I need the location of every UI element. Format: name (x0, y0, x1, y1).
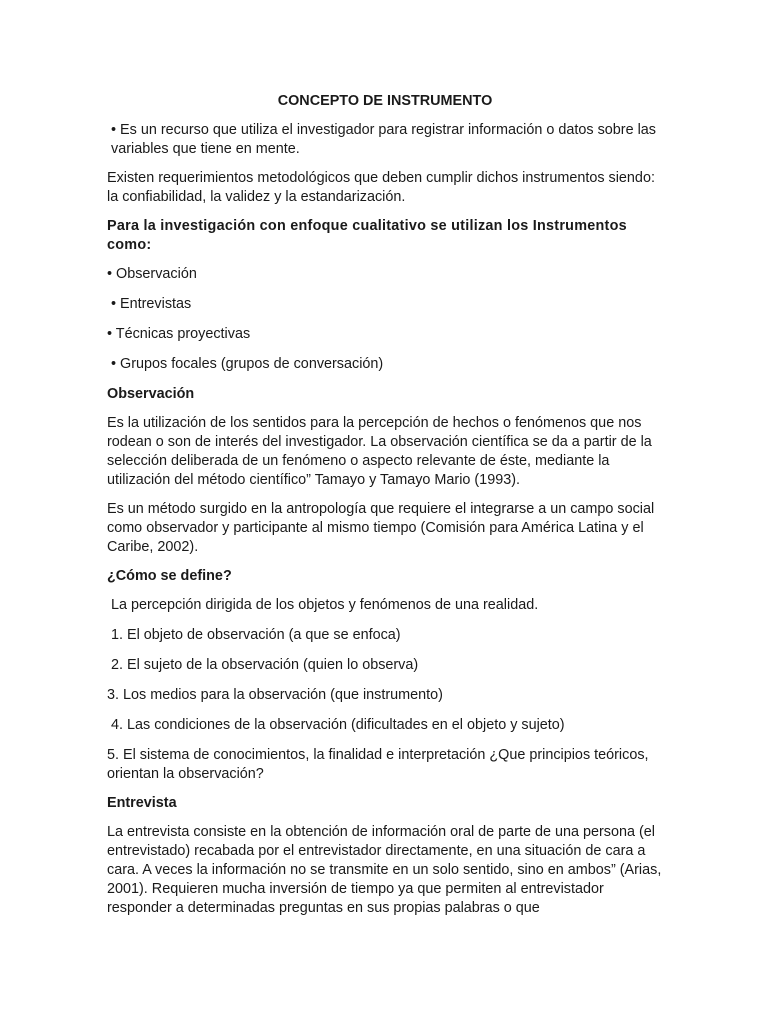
list-item: 1. El objeto de observación (a que se enfoca) (111, 627, 401, 643)
list-item: 3. Los medios para la observación (que instrumento) (107, 687, 443, 703)
heading-entrevista: Entrevista (107, 795, 177, 811)
paragraph-definition: • Es un recurso que utiliza el investigador para registrar información o datos sobre las variables que tiene en mente. (111, 122, 656, 157)
list-item: • Entrevistas (111, 296, 192, 312)
list-item: 2. El sujeto de la observación (quien lo observa) (111, 657, 419, 673)
paragraph-qualitative-instruments: Para la investigación con enfoque cualitativo se utilizan los Instrumentos como: (107, 218, 627, 253)
document-title: CONCEPTO DE INSTRUMENTO (277, 93, 493, 109)
paragraph-percepcion: La percepción dirigida de los objetos y fenómenos de una realidad. (111, 597, 539, 613)
paragraph-requirements: Existen requerimientos metodológicos que deben cumplir dichos instrumentos siendo: la confiabilidad, la validez y la estandarización. (107, 170, 655, 205)
document-page (107, 92, 663, 928)
heading-observacion: Observación (107, 386, 195, 402)
list-item: 4. Las condiciones de la observación (dificultades en el objeto y sujeto) (111, 717, 565, 733)
paragraph-entrevista: La entrevista consiste en la obtención de información oral de parte de una persona (el entrevistado) recabada por el entrevistador directamente, en una situación de cara a cara. A veces la información no se transmite en un solo sentido, sino en ambos” (Arias, 2001). Requieren mucha inversión de tiempo ya que permiten al entrevistador responder a determinadas preguntas en sus propias palabras o que (107, 824, 662, 916)
list-item: 5. El sistema de conocimientos, la finalidad e interpretación ¿Que principios teóricos, orientan la observación? (107, 747, 649, 782)
list-item: • Observación (107, 266, 197, 282)
paragraph-observacion-method: Es un método surgido en la antropología que requiere el integrarse a un campo social como observador y participante al mismo tiempo (Comisión para América Latina y el Caribe, 2002). (107, 501, 655, 555)
list-item: • Grupos focales (grupos de conversación) (111, 356, 384, 372)
list-item: • Técnicas proyectivas (107, 326, 251, 342)
paragraph-observacion-definition: Es la utilización de los sentidos para la percepción de hechos o fenómenos que nos rodean o son de interés del investigador. La observación científica se da a partir de la selección deliberada de un fenómeno o aspecto relevante de éste, mediante la utilización del método científico” Tamayo y Tamayo Mario (1993). (107, 415, 652, 488)
heading-como-se-define: ¿Cómo se define? (107, 568, 232, 584)
